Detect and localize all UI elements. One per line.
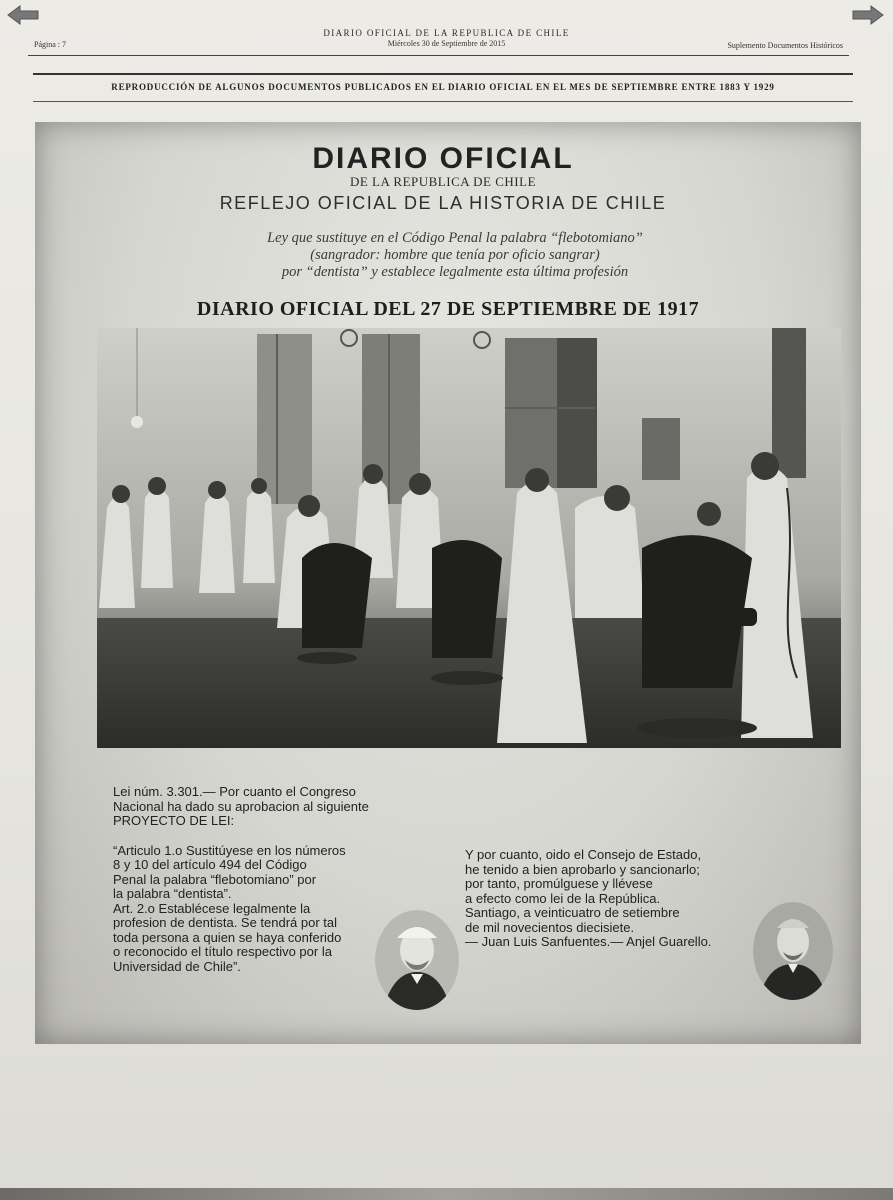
historical-document-panel bbox=[35, 122, 861, 1044]
text-line: “Articulo 1.o Sustitúyese en los números bbox=[113, 842, 346, 858]
text-line: profesion de dentista. Se tendrá por tal bbox=[113, 915, 338, 930]
section-banner-text: REPRODUCCIÓN DE ALGUNOS DOCUMENTOS PUBLICADOS EN EL DIARIO OFICIAL EN EL MES DE SEPTIEMBRE ENTRE 1883 Y 1929 bbox=[111, 82, 775, 92]
law-summary-line: por “dentista” y establece legalmente esta última profesión bbox=[281, 264, 629, 280]
text-line: Y por cuanto, oido el Consejo de Estado, bbox=[465, 847, 702, 862]
supplement-label: Suplemento Documentos Históricos bbox=[727, 41, 843, 50]
text-line: he tenido a bien aprobarlo y sancionarlo; bbox=[465, 861, 700, 877]
text-line: Penal la palabra “flebotomiano” por bbox=[113, 871, 317, 887]
page-corner-arrow-icon bbox=[6, 4, 40, 26]
header-title: DIARIO OFICIAL DE LA REPUBLICA DE CHILE bbox=[323, 28, 570, 38]
page-number: Página : 7 bbox=[34, 40, 66, 49]
law-text-right bbox=[465, 848, 755, 950]
text-line: Lei núm. 3.301.— Por cuanto el Congreso bbox=[113, 784, 356, 799]
text-line: toda persona a quien se haya conferido bbox=[113, 929, 342, 945]
dental-clinic-photo bbox=[97, 328, 841, 748]
text-line: 8 y 10 del artículo 494 del Código bbox=[113, 857, 307, 872]
text-line: Santiago, a veinticuatro de setiembre bbox=[465, 905, 680, 920]
text-line: por tanto, promúlguese y llévese bbox=[465, 876, 653, 891]
masthead: DIARIO OFICIAL bbox=[312, 142, 574, 175]
text-line: Art. 2.o Establécese legalmente la bbox=[113, 900, 311, 916]
background-surface bbox=[0, 1188, 893, 1200]
law-articles bbox=[113, 844, 413, 975]
law-summary-line: Ley que sustituye en el Código Penal la palabra “flebotomiano” bbox=[267, 230, 643, 246]
page-corner-arrow-icon bbox=[851, 4, 885, 26]
section-banner bbox=[33, 73, 853, 102]
text-line: o reconocido el título respectivo por la bbox=[113, 944, 332, 959]
header-date: Miércoles 30 de Septiembre de 2015 bbox=[387, 39, 506, 48]
text-line: — Juan Luis Sanfuentes.— Anjel Guarello. bbox=[465, 934, 712, 949]
header-rule bbox=[28, 55, 849, 56]
text-line: de mil novecientos diecisiete. bbox=[465, 919, 635, 935]
text-line: la palabra “dentista”. bbox=[113, 886, 232, 901]
law-text-left bbox=[113, 785, 413, 989]
law-summary bbox=[185, 230, 725, 281]
law-intro bbox=[113, 785, 413, 829]
date-heading: DIARIO OFICIAL DEL 27 DE SEPTIEMBRE DE 1917 bbox=[196, 298, 700, 320]
text-line: Nacional ha dado su aprobacion al siguiente bbox=[113, 798, 369, 814]
portrait-right bbox=[753, 902, 833, 1000]
tagline: REFLEJO OFICIAL DE LA HISTORIA DE CHILE bbox=[219, 193, 667, 213]
masthead-subtitle: DE LA REPUBLICA DE CHILE bbox=[349, 174, 537, 189]
law-summary-line: (sangrador: hombre que tenía por oficio sangrar) bbox=[310, 247, 600, 263]
text-line: Universidad de Chile”. bbox=[113, 958, 241, 974]
portrait-left bbox=[375, 910, 459, 1010]
text-line: a efecto como lei de la República. bbox=[465, 890, 661, 906]
text-line: PROYECTO DE LEI: bbox=[113, 813, 235, 828]
